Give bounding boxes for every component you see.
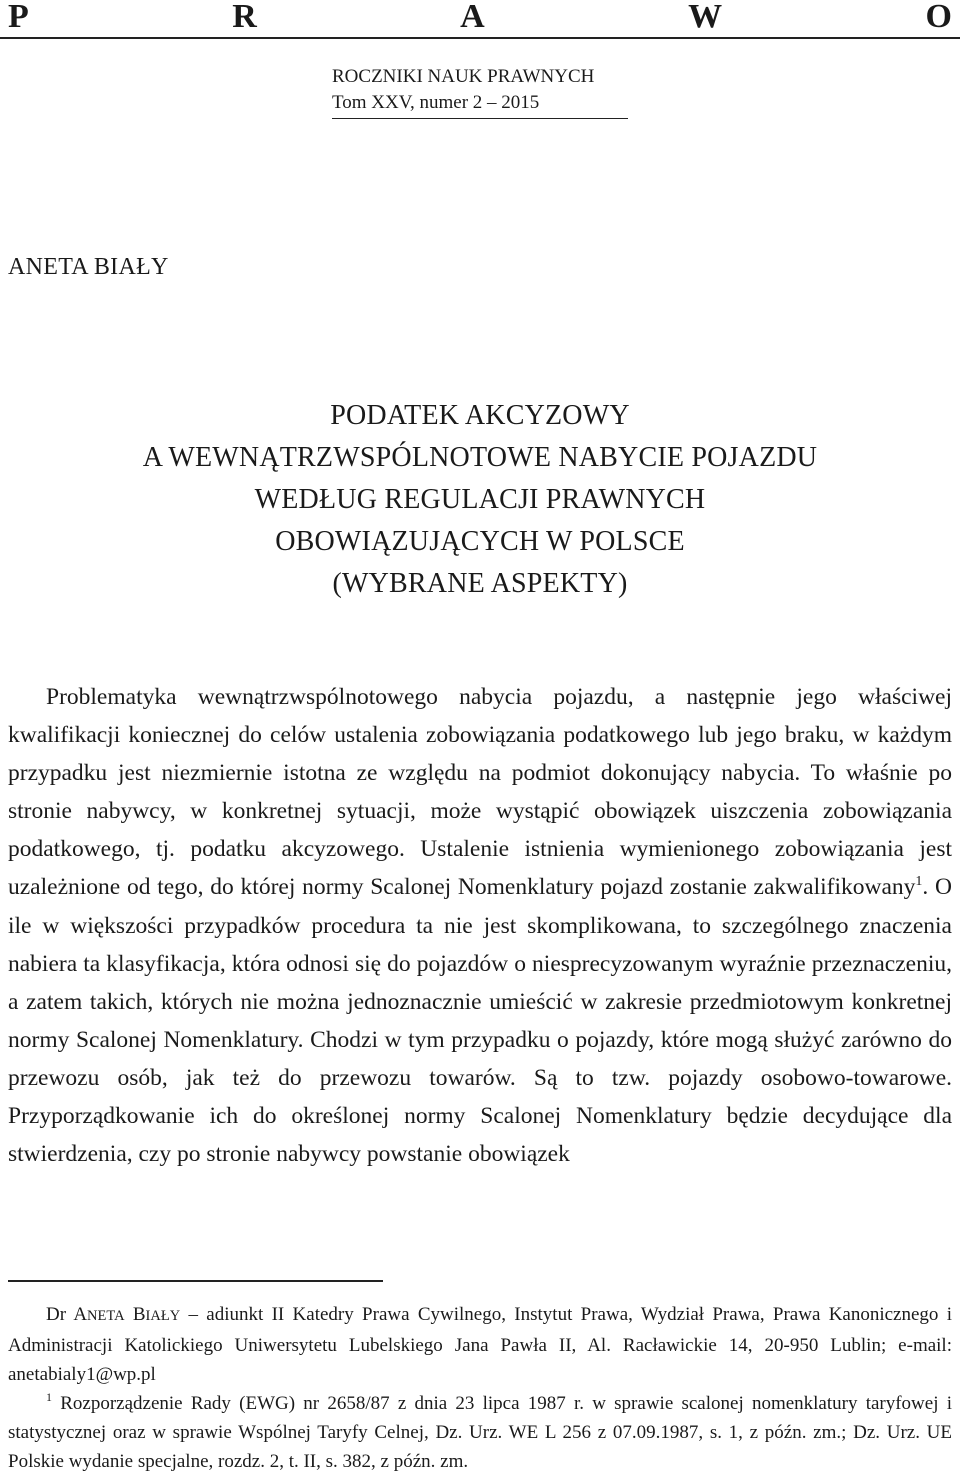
footnote-1	[8, 1389, 952, 1476]
body-paragraph	[8, 678, 952, 1173]
journal-info	[332, 64, 628, 119]
footnote-reference[interactable]: 1	[915, 874, 923, 890]
author-title: Dr	[46, 1304, 74, 1325]
title-line: A WEWNĄTRZWSPÓLNOTOWE NABYCIE POJAZDU	[142, 442, 818, 473]
title-line: WEDŁUG REGULACJI PRAWNYCH	[254, 484, 706, 515]
header-letter: A	[460, 0, 485, 35]
header-letter: W	[688, 0, 723, 35]
title-line: (WYBRANE ASPEKTY)	[332, 568, 628, 599]
footnotes	[8, 1300, 952, 1476]
author-last-initial: B	[132, 1304, 146, 1325]
author-last-rest: IAŁY	[145, 1308, 181, 1324]
body-text-part: Problematyka wewnątrzwspólnotowego nabycia pojazdu, a następnie jego właściwej kwalifikacji koniecznej do celów ustalenia zobowiązania podatkowego lub jego braku, w każdym przypadku jest niezmiernie istotna ze względu na podmiot dokonujący nabycia. To właśnie po stronie nabywcy, w konkretnej sytuacji, może wystąpić obowiązek uiszczenia zobowiązania podatkowego, tj. podatku akcyzowego. Ustalenie istnienia wymienionego zobowiązania jest uzależnione od tego, do której normy Scalonej Nomenklatury pojazd zostanie zakwalifikowany	[8, 684, 952, 901]
author-affiliation: – adiunkt II Katedry Prawa Cywilnego, Instytut Prawa, Wydział Prawa, Prawa Kanonicznego i Administracji Katolickiego Uniwersytetu Lubelskiego Jana Pawła II, Al. Racławickie 14, 20-950 Lublin; e-mail: anetabialy1@wp.pl	[8, 1304, 953, 1385]
title-line: OBOWIĄZUJĄCYCH W POLSCE	[275, 526, 685, 557]
article-title	[0, 395, 960, 605]
footnote-divider	[8, 1280, 383, 1282]
title-line: PODATEK AKCYZOWY	[330, 400, 630, 431]
header-letter: P	[8, 0, 29, 35]
author-first-rest: NETA	[87, 1308, 125, 1324]
header-divider	[0, 37, 960, 39]
article-body	[8, 678, 952, 1173]
author-name: ANETA BIAŁY	[8, 254, 169, 280]
journal-volume: Tom XXV, numer 2 – 2015	[332, 92, 540, 113]
author-first-initial: A	[73, 1304, 88, 1325]
footnote-text: Rozporządzenie Rady (EWG) nr 2658/87 z dnia 23 lipca 1987 r. w sprawie scalonej nomenklatury taryfowej i statystycznej oraz w sprawie Wspólnej Taryfy Celnej, Dz. Urz. WE L 256 z 07.09.1987, s. 1, z późn. zm.; Dz. Urz. UE Polskie wydanie specjalne, rozdz. 2, t. II, s. 382, z późn. zm.	[8, 1393, 952, 1472]
body-text-part: . O ile w większości przypadków procedura ta nie jest skomplikowana, to szczególnego znaczenia nabiera ta klasyfikacja, która odnosi się do pojazdów o niesprecyzowanym wyraźnie przeznaczeniu, a zatem takich, których nie można jednoznacznie umieścić w zakresie przedmiotowym konkretnej normy Scalonej Nomenklatury. Chodzi w tym przypadku o pojazdy, które mogą służyć zarówno do przewozu osób, jak też do przewozu towarów. Są to tzw. pojazdy osobowo-towarowe. Przyporządkowanie ich do określonej normy Scalonej Nomenklatury będzie decydujące dla stwierdzenia, czy po stronie nabywcy powstanie obowiązek	[8, 874, 952, 1168]
author-footnote	[8, 1300, 952, 1389]
footnote-number: 1	[46, 1390, 52, 1404]
header-letter: O	[925, 0, 952, 35]
series-header	[8, 0, 952, 40]
header-letter: R	[232, 0, 257, 35]
journal-name: ROCZNIKI NAUK PRAWNYCH	[332, 66, 595, 87]
